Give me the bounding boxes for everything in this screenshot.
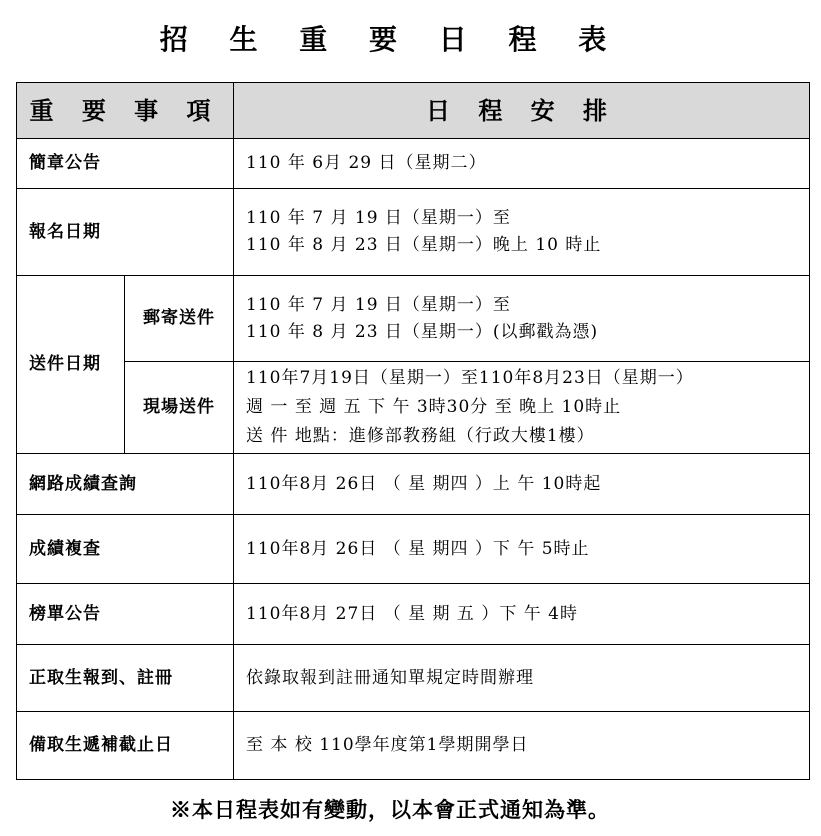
row-value xyxy=(234,712,810,780)
value-line: 110 年 8 月 23 日（星期一）晚上 10 時止 xyxy=(246,235,602,255)
row-label: 送件日期 xyxy=(17,276,125,454)
row-value xyxy=(234,584,810,645)
row-submission-mail xyxy=(17,276,810,362)
row-label: 報名日期 xyxy=(17,189,234,276)
row-value xyxy=(234,276,810,362)
value-line: 110年8月 27日 （ 星 期 五 ）下 午 4時 xyxy=(246,603,578,624)
value-line: 至 本 校 110學年度第1學期開學日 xyxy=(246,735,529,755)
value-line: 週 一 至 週 五 下 午 3時30分 至 晚上 10時止 xyxy=(246,397,622,417)
row-sublabel: 郵寄送件 xyxy=(125,276,234,362)
row-registration xyxy=(17,189,810,276)
row-label: 備取生遞補截止日 xyxy=(17,712,234,780)
row-label: 成績複查 xyxy=(17,515,234,584)
footnote: ※本日程表如有變動，以本會正式通知為準。 xyxy=(170,797,610,822)
row-value xyxy=(234,189,810,276)
value-line: 110年8月 26日 （ 星 期四 ）下 午 5時止 xyxy=(246,538,590,559)
value-line: 110 年 7 月 19 日（星期一）至 xyxy=(246,294,511,315)
row-label: 正取生報到、註冊 xyxy=(17,645,234,712)
value-line: 110 年 8 月 23 日（星期一）(以郵戳為憑) xyxy=(246,321,599,342)
row-label: 網路成績查詢 xyxy=(17,454,234,515)
row-sublabel: 現場送件 xyxy=(125,362,234,454)
row-enrollment xyxy=(17,645,810,712)
header-schedule: 日 程 安 排 xyxy=(234,83,810,139)
schedule-table xyxy=(16,82,810,780)
value-line: 110 年 7 月 19 日（星期一）至 xyxy=(246,208,511,228)
row-value xyxy=(234,515,810,584)
row-value xyxy=(234,139,810,189)
value-line: 110 年 6月 29 日（星期二） xyxy=(246,153,487,173)
row-results xyxy=(17,584,810,645)
row-score-review xyxy=(17,515,810,584)
value-line: 110年7月19日（星期一）至110年8月23日（星期一） xyxy=(246,368,694,388)
value-line: 送 件 地點：進修部教務組（行政大樓1樓） xyxy=(246,426,595,446)
row-label: 榜單公告 xyxy=(17,584,234,645)
row-value xyxy=(234,362,810,454)
row-waitlist xyxy=(17,712,810,780)
row-announcement xyxy=(17,139,810,189)
table-header-row xyxy=(17,83,810,139)
row-score-query xyxy=(17,454,810,515)
page-title: 招 生 重 要 日 程 表 xyxy=(159,23,623,56)
row-submission-onsite xyxy=(17,362,810,454)
value-line: 110年8月 26日 （ 星 期四 ）上 午 10時起 xyxy=(246,473,602,494)
header-item: 重 要 事 項 xyxy=(17,83,234,139)
row-label: 簡章公告 xyxy=(17,139,234,189)
value-line: 依錄取報到註冊通知單規定時間辦理 xyxy=(246,667,535,688)
row-value xyxy=(234,454,810,515)
row-value xyxy=(234,645,810,712)
